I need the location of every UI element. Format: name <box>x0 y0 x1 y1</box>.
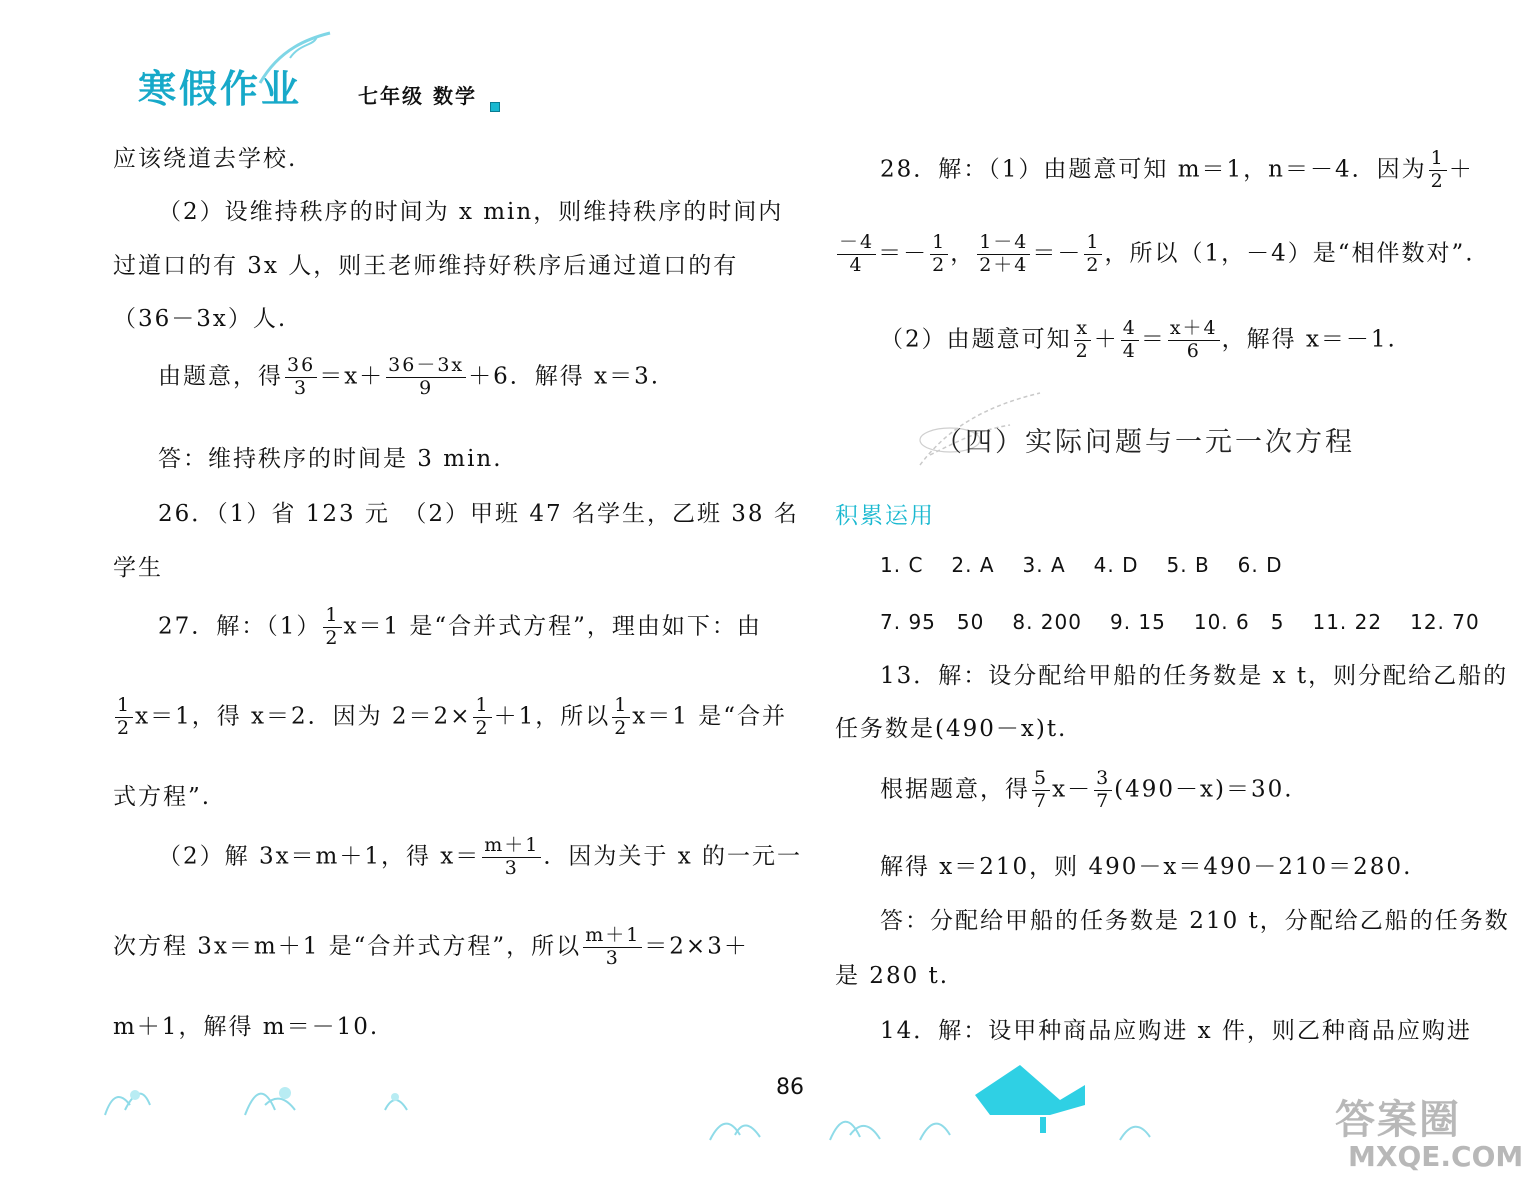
numerator: 1 <box>932 231 947 253</box>
fraction <box>473 695 491 740</box>
text-line: 答：分配给甲船的任务数是 210 t，分配给乙船的任务数 <box>880 908 1510 934</box>
numerator: 3 <box>1096 767 1111 789</box>
equation-line <box>113 695 787 740</box>
numerator: 1 <box>1086 231 1101 253</box>
answer-item: 5. B <box>1166 553 1210 577</box>
numerator: 4 <box>1122 317 1137 339</box>
answer-item: 2. A <box>951 553 995 577</box>
equation-line <box>880 318 1397 363</box>
text-segment: （2）由题意可知 <box>880 326 1072 353</box>
text-segment: ，解得 x＝－1. <box>1221 326 1397 353</box>
text-segment: （2）解 3x＝m＋1，得 x＝ <box>158 843 481 870</box>
text-segment: 27．解：（1） <box>158 613 322 640</box>
denominator: 7 <box>1034 789 1049 812</box>
text-line: 任务数是(490－x)t. <box>835 716 1068 742</box>
equation-line <box>158 355 660 400</box>
text-segment: ＝－ <box>1032 240 1083 267</box>
answer-row <box>880 606 1508 635</box>
denominator: 2 <box>932 253 947 276</box>
text-segment: 由题意，得 <box>158 363 283 390</box>
equation-line <box>158 605 762 650</box>
numerator: x＋4 <box>1169 317 1218 339</box>
denominator: 2 <box>1086 253 1101 276</box>
numerator: －4 <box>839 231 875 253</box>
fraction <box>977 232 1030 277</box>
equation-line <box>158 835 802 880</box>
text-segment: ＋6．解得 x＝3. <box>468 363 661 390</box>
denominator: 3 <box>504 856 519 879</box>
text-segment: 根据题意，得 <box>880 776 1030 803</box>
denominator: 4 <box>1122 339 1137 362</box>
answer-item: 7. 95 50 <box>880 610 985 634</box>
numerator: x <box>1076 317 1090 339</box>
text-line: 26．（1）省 123 元 （2）甲班 47 名学生，乙班 38 名 <box>158 501 799 527</box>
text-segment: ．因为关于 x 的一元一 <box>543 843 802 870</box>
section-title: （四）实际问题与一元一次方程 <box>935 427 1355 458</box>
text-segment: ＝－ <box>878 240 929 267</box>
answer-item: 8. 200 <box>1012 610 1082 634</box>
denominator: 2 <box>1430 169 1445 192</box>
fraction <box>1429 148 1447 193</box>
text-segment: ＝2×3＋ <box>644 933 749 960</box>
numerator: 1 <box>325 604 340 626</box>
text-line: 解得 x＝210，则 490－x＝490－210＝280. <box>880 854 1413 880</box>
denominator: 2 <box>325 626 340 649</box>
answer-item: 9. 15 <box>1109 610 1166 634</box>
denominator: 2 <box>614 716 629 739</box>
answer-item: 11. 22 <box>1312 610 1383 634</box>
numerator: m＋1 <box>484 834 540 856</box>
text-segment: ， <box>950 240 976 267</box>
denominator: 9 <box>419 376 434 399</box>
denominator: 2 <box>475 716 490 739</box>
numerator: 1 <box>475 694 490 716</box>
text-line: 应该绕道去学校. <box>113 146 298 172</box>
fraction <box>285 355 317 400</box>
text-line: 答：维持秩序的时间是 3 min. <box>158 446 503 472</box>
text-segment: ＋ <box>1093 326 1119 353</box>
fraction <box>1074 318 1092 363</box>
fraction <box>1094 768 1112 813</box>
equation-line <box>835 232 1475 277</box>
text-line: 13．解：设分配给甲船的任务数是 x t，则分配给乙船的 <box>880 663 1509 689</box>
answer-item: 12. 70 <box>1410 610 1480 634</box>
text-segment: ＋ <box>1448 156 1474 183</box>
fraction <box>583 925 642 970</box>
text-segment: ，所以（1，－4）是“相伴数对”. <box>1104 240 1475 267</box>
numerator: 1－4 <box>979 231 1029 253</box>
fraction <box>1168 318 1220 363</box>
denominator: 3 <box>605 946 620 969</box>
fraction <box>930 232 948 277</box>
text-segment: ＝x＋ <box>319 363 385 390</box>
denominator: 2＋4 <box>979 253 1029 276</box>
denominator: 2 <box>1075 339 1090 362</box>
fraction <box>386 355 466 400</box>
answer-item: 4. D <box>1093 553 1139 577</box>
answer-item: 3. A <box>1022 553 1066 577</box>
fraction <box>323 605 341 650</box>
text-segment: x－ <box>1052 776 1093 803</box>
denominator: 2 <box>117 716 132 739</box>
denominator: 3 <box>294 376 309 399</box>
header-dot <box>490 102 500 112</box>
text-line: （2）设维持秩序的时间为 x min，则维持秩序的时间内 <box>158 199 784 225</box>
text-line: 学生 <box>113 555 163 581</box>
denominator: 6 <box>1186 339 1201 362</box>
text-line: 是 280 t. <box>835 963 950 989</box>
page-number: 86 <box>776 1075 804 1100</box>
header-leaf-decoration <box>255 28 335 88</box>
numerator: m＋1 <box>585 924 641 946</box>
equation-line <box>880 768 1294 813</box>
header-subtitle: 七年级 数学 <box>358 84 477 108</box>
fraction <box>612 695 630 740</box>
category-label: 积累运用 <box>835 503 935 529</box>
header-title: 寒假作业 <box>138 67 303 111</box>
text-line: 过道口的有 3x 人，则王老师维持好秩序后通过道口的有 <box>113 253 739 279</box>
text-line: （36－3x）人. <box>113 306 288 332</box>
text-segment: x＝1，得 x＝2．因为 2＝2× <box>135 703 472 730</box>
text-segment: 次方程 3x＝m＋1 是“合并式方程”，所以 <box>113 933 582 960</box>
answer-row <box>880 553 1311 577</box>
text-line: m＋1，解得 m＝－10. <box>113 1014 380 1040</box>
text-line: 14．解：设甲种商品应购进 x 件，则乙种商品应购进 <box>880 1018 1472 1044</box>
numerator: 36 <box>287 354 316 376</box>
equation-line <box>113 925 749 970</box>
answer-item: 1. C <box>880 553 924 577</box>
fraction <box>482 835 541 880</box>
denominator: 4 <box>849 253 864 276</box>
numerator: 1 <box>1430 147 1445 169</box>
denominator: 7 <box>1096 789 1111 812</box>
watermark-logo: 答案圈 <box>1335 1097 1461 1143</box>
text-segment: x＝1 是“合并式方程”，理由如下：由 <box>343 613 762 640</box>
watermark-url: MXQE.COM <box>1348 1140 1524 1173</box>
fraction <box>1084 232 1102 277</box>
footer-plant-decoration <box>95 1065 415 1125</box>
equation-line <box>880 148 1474 193</box>
text-segment: ＋1，所以 <box>493 703 611 730</box>
text-segment: x＝1 是“合并 <box>632 703 787 730</box>
footer-house-decoration <box>690 1055 1160 1150</box>
answer-item: 6. D <box>1237 553 1283 577</box>
numerator: 5 <box>1034 767 1049 789</box>
numerator: 1 <box>117 694 132 716</box>
numerator: 36－3x <box>388 354 465 376</box>
text-segment: 28．解：（1）由题意可知 m＝1，n＝－4．因为 <box>880 156 1427 183</box>
fraction <box>1032 768 1050 813</box>
text-segment: (490－x)＝30. <box>1114 776 1294 803</box>
numerator: 1 <box>614 694 629 716</box>
fraction <box>1121 318 1139 363</box>
text-segment: ＝ <box>1140 326 1166 353</box>
fraction <box>115 695 133 740</box>
text-line: 式方程”. <box>113 784 212 810</box>
fraction <box>837 232 876 277</box>
answer-item: 10. 6 5 <box>1193 610 1285 634</box>
